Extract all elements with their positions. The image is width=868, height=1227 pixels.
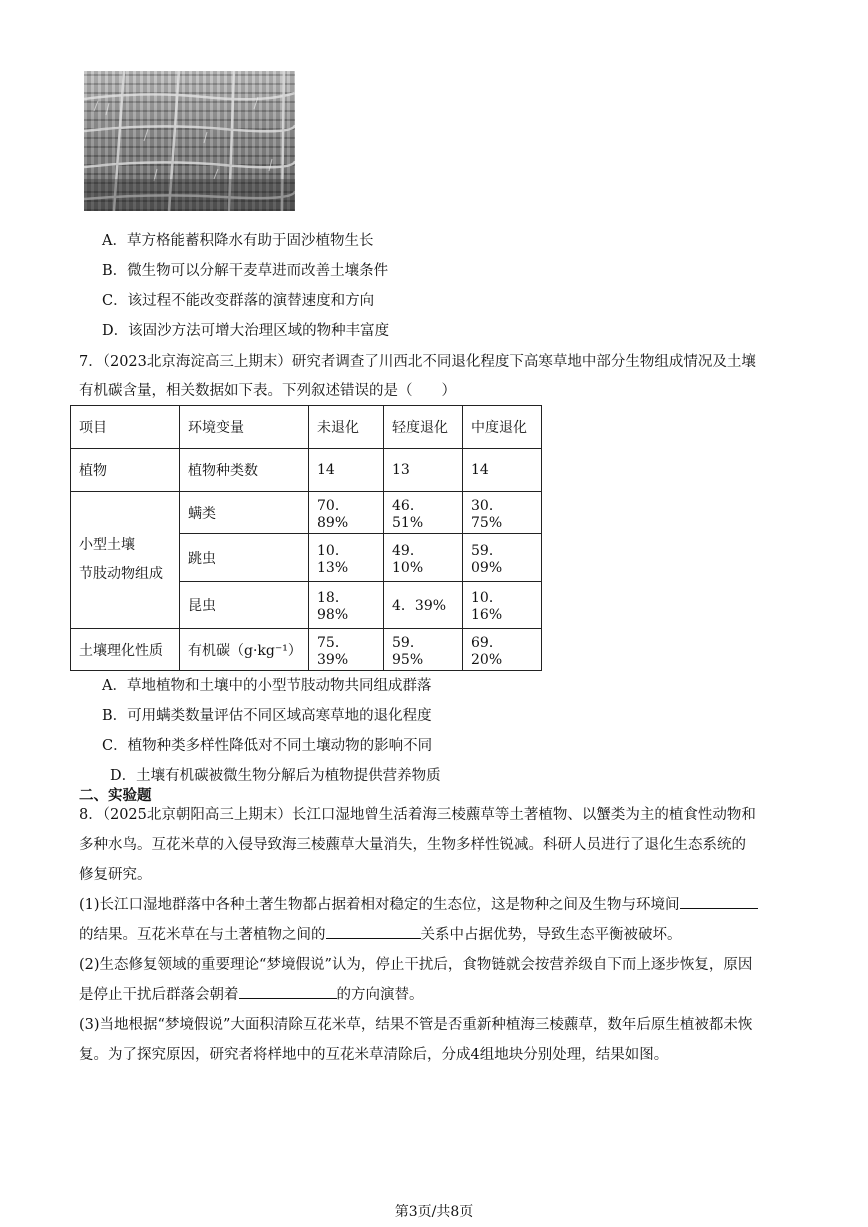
variable-cell: 螨类 [180, 492, 309, 534]
variable-cell: 有机碳（g·kg⁻¹） [180, 629, 309, 671]
value-cell: 75．39% [309, 629, 384, 671]
value-cell: 10．16% [463, 582, 542, 629]
group-label-line2: 节肢动物组成 [79, 566, 163, 582]
answer-blank [680, 894, 758, 909]
value-cell: 4．39% [384, 582, 463, 629]
answer-blank [326, 924, 421, 939]
value-cell: 30．75% [463, 492, 542, 534]
header-cell: 轻度退化 [384, 406, 463, 449]
value-cell: 59．95% [384, 629, 463, 671]
value-cell: 46．51% [384, 492, 463, 534]
table-header-row [71, 406, 542, 449]
variable-cell: 昆虫 [180, 582, 309, 629]
q6-option-a: A．草方格能蓄积降水有助于固沙植物生长 [102, 233, 374, 249]
q6-option-d: D．该固沙方法可增大治理区域的物种丰富度 [102, 323, 390, 339]
q7-option-a: A．草地植物和土壤中的小型节肢动物共同组成群落 [102, 678, 432, 694]
q7-stem-line2: 有机碳含量，相关数据如下表。下列叙述错误的是（ ） [79, 383, 456, 399]
value-cell: 70．89% [309, 492, 384, 534]
q8-part1-text: (1)长江口湿地群落中各种土著生物都占据着相对稳定的生态位，这是物种之间及生物与环境间 [79, 897, 680, 913]
q8-intro-line1: 8．（2025北京朝阳高三上期末）长江口湿地曾生活着海三棱藨草等土著植物、以蟹类为主的植食性动物和 [79, 807, 756, 823]
q7-stem-line1: 7．（2023北京海淀高三上期末）研究者调查了川西北不同退化程度下高寒草地中部分生物组成情况及土壤 [79, 354, 756, 370]
q8-part3-line1: (3)当地根据“梦境假说”大面积清除互花米草，结果不管是否重新种植海三棱藨草，数年后原生植被都未恢 [79, 1017, 753, 1033]
q8-part2-line2 [79, 983, 424, 1004]
q7-option-c: C．植物种类多样性降低对不同土壤动物的影响不同 [102, 738, 433, 754]
q8-part2-text-b: 的方向演替。 [336, 987, 424, 1003]
q8-part1-line1 [79, 893, 758, 914]
q7-option-b: B．可用螨类数量评估不同区域高寒草地的退化程度 [102, 708, 432, 724]
header-cell: 项目 [71, 406, 180, 449]
group-cell: 土壤理化性质 [71, 629, 180, 671]
grass-checkerboard-photo [84, 71, 295, 211]
table-row [71, 449, 542, 492]
q8-intro-line2: 多种水鸟。互花米草的入侵导致海三棱藨草大量消失，生物多样性锐减。科研人员进行了退化生态系统的 [79, 837, 746, 853]
answer-blank [239, 984, 337, 999]
q8-part1-text-a: 的结果。互花米草在与土著植物之间的 [79, 927, 326, 943]
value-cell: 18．98% [309, 582, 384, 629]
q8-part2-text-a: 是停止干扰后群落会朝着 [79, 987, 239, 1003]
value-cell: 59．09% [463, 534, 542, 582]
value-cell: 69．20% [463, 629, 542, 671]
value-cell: 13 [384, 449, 463, 492]
variable-cell: 植物种类数 [180, 449, 309, 492]
q7-data-table [70, 405, 542, 671]
q8-part3-line2: 复。为了探究原因，研究者将样地中的互花米草清除后，分成4组地块分别处理，结果如图。 [79, 1047, 669, 1063]
q8-part2-line1: (2)生态修复领域的重要理论“梦境假说”认为，停止干扰后，食物链就会按营养级自下而上逐步恢复，原因 [79, 957, 753, 973]
table-row [71, 492, 542, 534]
variable-cell: 跳虫 [180, 534, 309, 582]
group-label-line1: 小型土壤 [79, 537, 135, 553]
section-heading: 二、实验题 [79, 787, 152, 804]
page-footer: 第3页/共8页 [394, 1204, 474, 1220]
table-row [71, 629, 542, 671]
q6-option-c: C．该过程不能改变群落的演替速度和方向 [102, 293, 375, 309]
value-cell: 14 [463, 449, 542, 492]
value-cell: 14 [309, 449, 384, 492]
q8-part1-line2 [79, 923, 682, 944]
header-cell: 未退化 [309, 406, 384, 449]
q6-option-b: B．微生物可以分解干麦草进而改善土壤条件 [102, 263, 389, 279]
header-cell: 环境变量 [180, 406, 309, 449]
value-cell: 49．10% [384, 534, 463, 582]
q8-part1-text-b: 关系中占据优势，导致生态平衡被破坏。 [420, 927, 682, 943]
q7-option-d: D．土壤有机碳被微生物分解后为植物提供营养物质 [110, 768, 441, 784]
header-cell: 中度退化 [463, 406, 542, 449]
straw-grid-pattern [84, 71, 295, 211]
group-cell [71, 492, 180, 629]
value-cell: 10．13% [309, 534, 384, 582]
group-cell: 植物 [71, 449, 180, 492]
q8-intro-line3: 修复研究。 [79, 867, 152, 883]
